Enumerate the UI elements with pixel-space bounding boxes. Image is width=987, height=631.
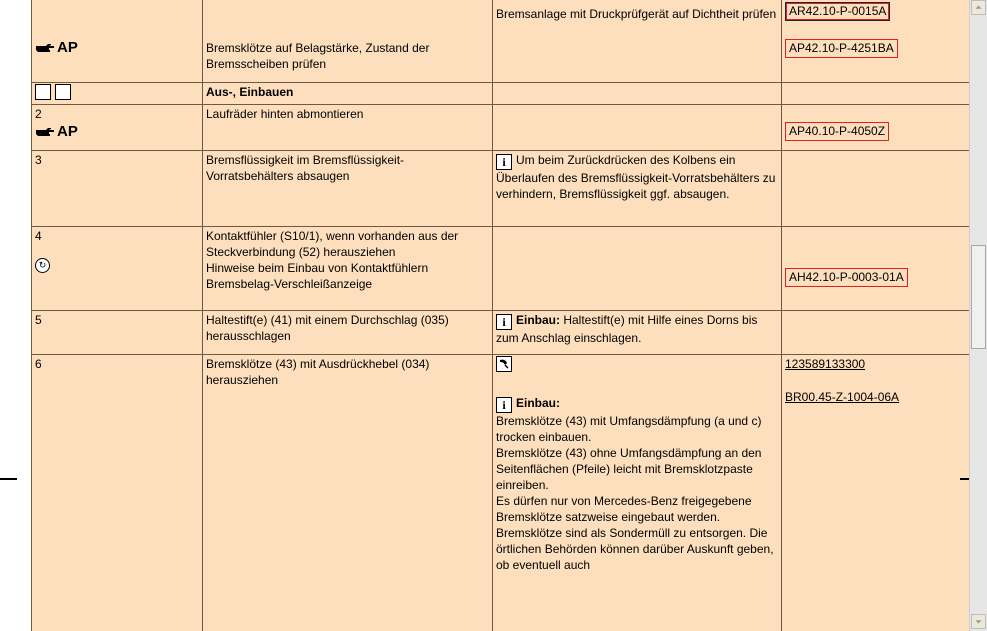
action-text: Bremsflüssigkeit im Bremsflüssigkeit-Vorratsbehälters absaugen xyxy=(206,153,405,183)
action-text: Bremsklötze auf Belagstärke, Zustand der Bremsscheiben prüfen xyxy=(206,41,430,71)
vertical-scrollbar[interactable] xyxy=(969,0,987,631)
section-row xyxy=(32,83,970,105)
action-text: Haltestift(e) (41) mit einem Durchschlag (035) herausschlagen xyxy=(206,313,449,343)
step-number: 3 xyxy=(35,153,42,167)
hand-pointer-icon xyxy=(35,126,55,138)
action-text: Laufräder hinten abmontieren xyxy=(206,107,364,121)
ap-label: AP xyxy=(35,38,78,58)
collapse-icon[interactable] xyxy=(55,84,71,100)
step-number: 4 xyxy=(35,229,42,243)
note-text: Es dürfen nur von Mercedes-Benz freigegebene Bremsklötze satzweise eingebaut werden. xyxy=(496,494,752,524)
note-text: Bremsklötze sind als Sondermüll zu entsorgen. Die örtlichen Behörden können darüber Auskunft geben, ob eventuell auch xyxy=(496,526,774,572)
table-row xyxy=(32,0,970,83)
step-number: 2 xyxy=(35,107,42,121)
right-marker xyxy=(960,478,969,480)
ref-link-ap40[interactable]: AP40.10-P-4050Z xyxy=(785,122,889,141)
info-icon: i xyxy=(496,397,512,413)
section-title: Aus-, Einbauen xyxy=(206,85,294,99)
scroll-down-button[interactable] xyxy=(971,614,986,629)
ap-label: AP xyxy=(35,122,78,142)
table-row xyxy=(32,355,970,631)
tool-icon xyxy=(496,356,512,372)
action-text: Bremsklötze (43) mit Ausdrückhebel (034) herausziehen xyxy=(206,357,430,387)
hand-pointer-icon xyxy=(35,42,55,54)
scroll-up-button[interactable] xyxy=(971,0,986,15)
action-hint-text: Hinweise beim Einbau von Kontaktfühlern Bremsbelag-Verschleißanzeige xyxy=(206,261,429,291)
ref-link-br00[interactable]: BR00.45-Z-1004-06A xyxy=(785,390,900,404)
note-text: Haltestift(e) mit Hilfe eines Dorns bis zum Anschlag einschlagen. xyxy=(496,313,758,345)
table-row xyxy=(32,151,970,227)
step-number: 5 xyxy=(35,313,42,327)
step-number: 6 xyxy=(35,357,42,371)
note-text: Um beim Zurückdrücken des Kolbens ein Überlaufen des Bremsflüssigkeit-Vorratsbehälters zu verhindern, Bremsflüssigkeit ggf. absaugen. xyxy=(496,153,776,201)
note-text: Bremsklötze (43) ohne Umfangsdämpfung an den Seitenflächen (Pfeile) leicht mit Bremsklotzpaste einreiben. xyxy=(496,446,762,492)
circle-arrow-icon: ↻ xyxy=(35,258,50,273)
table-row xyxy=(32,311,970,355)
note-text: Bremsklötze (43) mit Umfangsdämpfung (a und c) trocken einbauen. xyxy=(496,414,762,444)
procedure-table xyxy=(31,0,969,631)
info-icon: i xyxy=(496,314,512,330)
table-row xyxy=(32,227,970,311)
note-text: Bremsanlage mit Druckprüfgerät auf Dichtheit prüfen xyxy=(496,7,777,21)
note-bold: Einbau: xyxy=(516,396,560,410)
part-number-link[interactable]: 123589133300 xyxy=(785,357,866,371)
ref-link-ap42[interactable]: AP42.10-P-4251BA xyxy=(785,39,898,58)
note-bold: Einbau: xyxy=(516,313,560,327)
ref-link-ar42[interactable]: AR42.10-P-0015A xyxy=(785,2,890,21)
action-text: Kontaktfühler (S10/1), wenn vorhanden aus der Steckverbindung (52) herausziehen xyxy=(206,229,459,259)
info-icon: i xyxy=(496,154,512,170)
ref-link-ah42[interactable]: AH42.10-P-0003-01A xyxy=(785,268,908,287)
left-marker xyxy=(0,478,17,480)
expand-icon[interactable] xyxy=(35,84,51,100)
scroll-thumb[interactable] xyxy=(971,245,986,349)
table-row xyxy=(32,105,970,151)
